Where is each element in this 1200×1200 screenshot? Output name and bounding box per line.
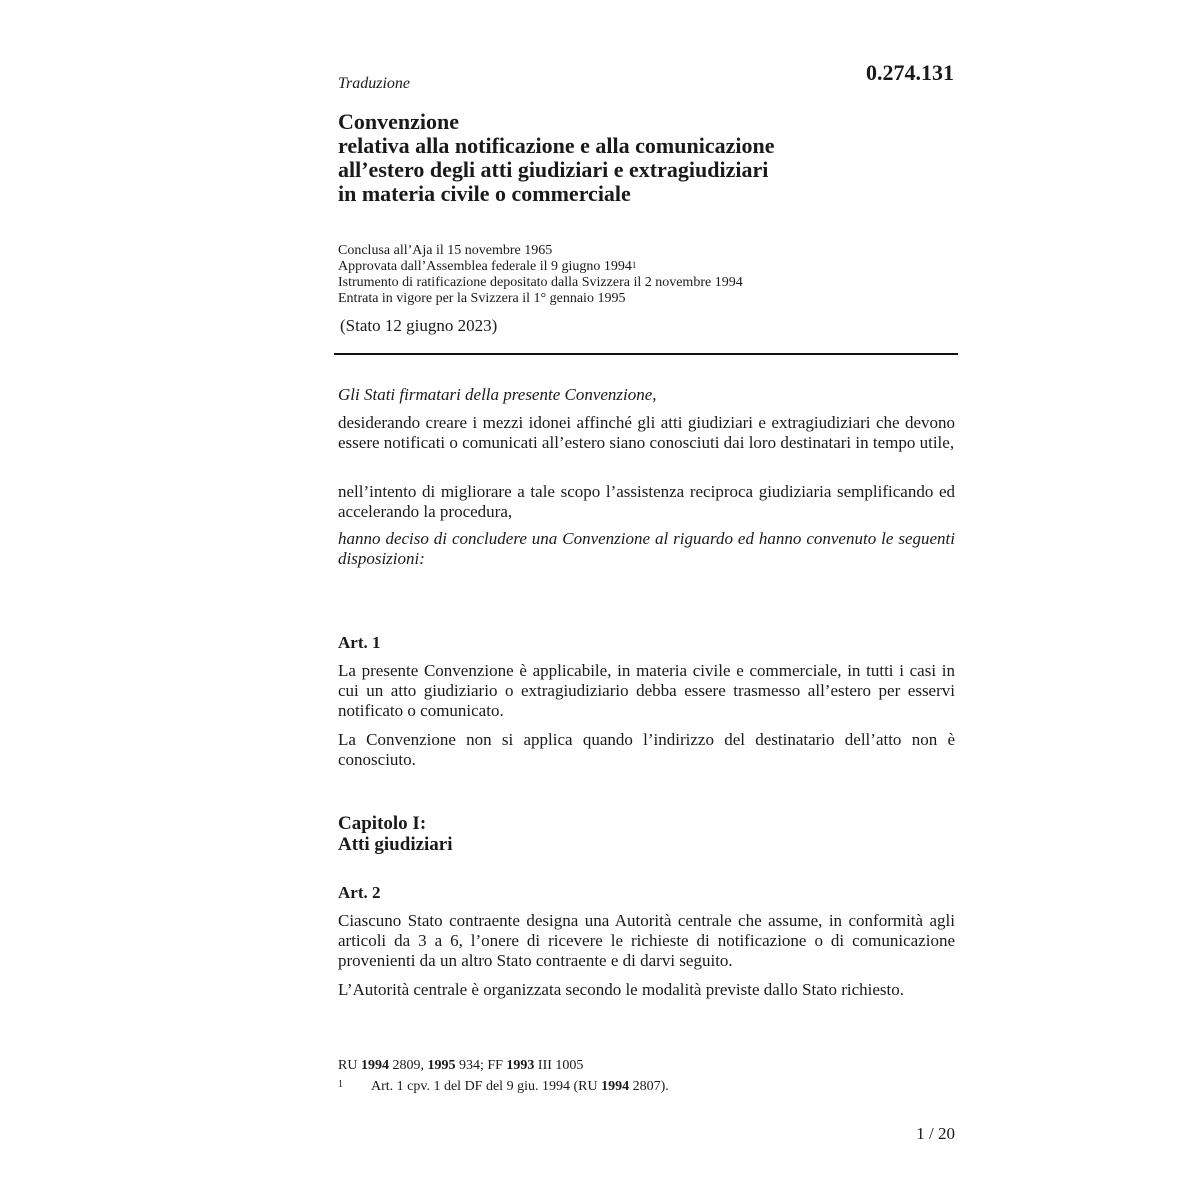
ratification-date: Istrumento di ratificazione depositato dalla Svizzera il 2 novembre 1994 <box>338 275 743 290</box>
status-date: (Stato 12 giugno 2023) <box>340 316 498 335</box>
divider <box>334 353 958 355</box>
preamble-intro: Gli Stati firmatari della presente Convenzione, <box>338 385 657 404</box>
approved-date: Approvata dall’Assemblea federale il 9 giugno 1994$^1$ <box>338 259 637 274</box>
footnote-reference[interactable]: 1 <box>631 260 637 270</box>
preamble-paragraph: desiderando creare i mezzi idonei affinché gli atti giudiziari e extragiudiziari che devono essere notificati o comunicati all’estero siano conosciuti dai loro destinatari in tempo utile, <box>338 413 955 452</box>
translation-label: Traduzione <box>338 75 411 92</box>
title-line: all’estero degli atti giudiziari e extragiudiziari <box>338 157 769 182</box>
document-title <box>338 110 938 206</box>
sr-number: 0.274.131 <box>866 60 954 85</box>
chapter-number: Capitolo I: <box>338 813 427 834</box>
preamble-conclusion: hanno deciso di concludere una Convenzione al riguardo ed hanno convenuto le seguenti disposizioni: <box>338 529 955 568</box>
document-metadata <box>338 243 958 307</box>
footnote-mark: 1 <box>338 1079 343 1090</box>
in-force-date: Entrata in vigore per la Svizzera il 1° gennaio 1995 <box>338 291 626 306</box>
preamble-paragraph: nell’intento di migliorare a tale scopo l’assistenza reciproca giudiziaria semplificando ed accelerando la procedura, <box>338 482 955 521</box>
title-line: relativa alla notificazione e alla comunicazione <box>338 133 775 158</box>
footnote: 1 Art. 1 cpv. 1 del DF del 9 giu. 1994 (RU 1994 2807). <box>338 1079 669 1094</box>
title-line: Convenzione <box>338 109 459 134</box>
article-paragraph: L’Autorità centrale è organizzata secondo le modalità previste dallo Stato richiesto. <box>338 980 904 999</box>
page-number: 1 / 20 <box>916 1124 955 1143</box>
article-heading: Art. 1 <box>338 633 381 652</box>
article-paragraph: Ciascuno Stato contraente designa una Autorità centrale che assume, in conformità agli articoli da 3 a 6, l’onere di ricevere le richieste di notificazione o di comunicazione provenienti da un altro Stato contraente e di darvi seguito. <box>338 911 955 970</box>
article-paragraph: La Convenzione non si applica quando l’indirizzo del destinatario dell’atto non è conosciuto. <box>338 730 955 769</box>
source-reference: RU 1994 2809, 1995 934; FF 1993 III 1005 <box>338 1058 584 1073</box>
chapter-heading <box>338 813 453 855</box>
article-paragraph: La presente Convenzione è applicabile, in materia civile e commerciale, in tutti i casi in cui un atto giudiziario o extragiudiziario debba essere trasmesso all’estero per esservi notificato o comunicato. <box>338 661 955 720</box>
concluded-date: Conclusa all’Aja il 15 novembre 1965 <box>338 243 553 258</box>
article-heading: Art. 2 <box>338 883 381 902</box>
title-line: in materia civile o commerciale <box>338 181 631 206</box>
chapter-title: Atti giudiziari <box>338 834 453 855</box>
